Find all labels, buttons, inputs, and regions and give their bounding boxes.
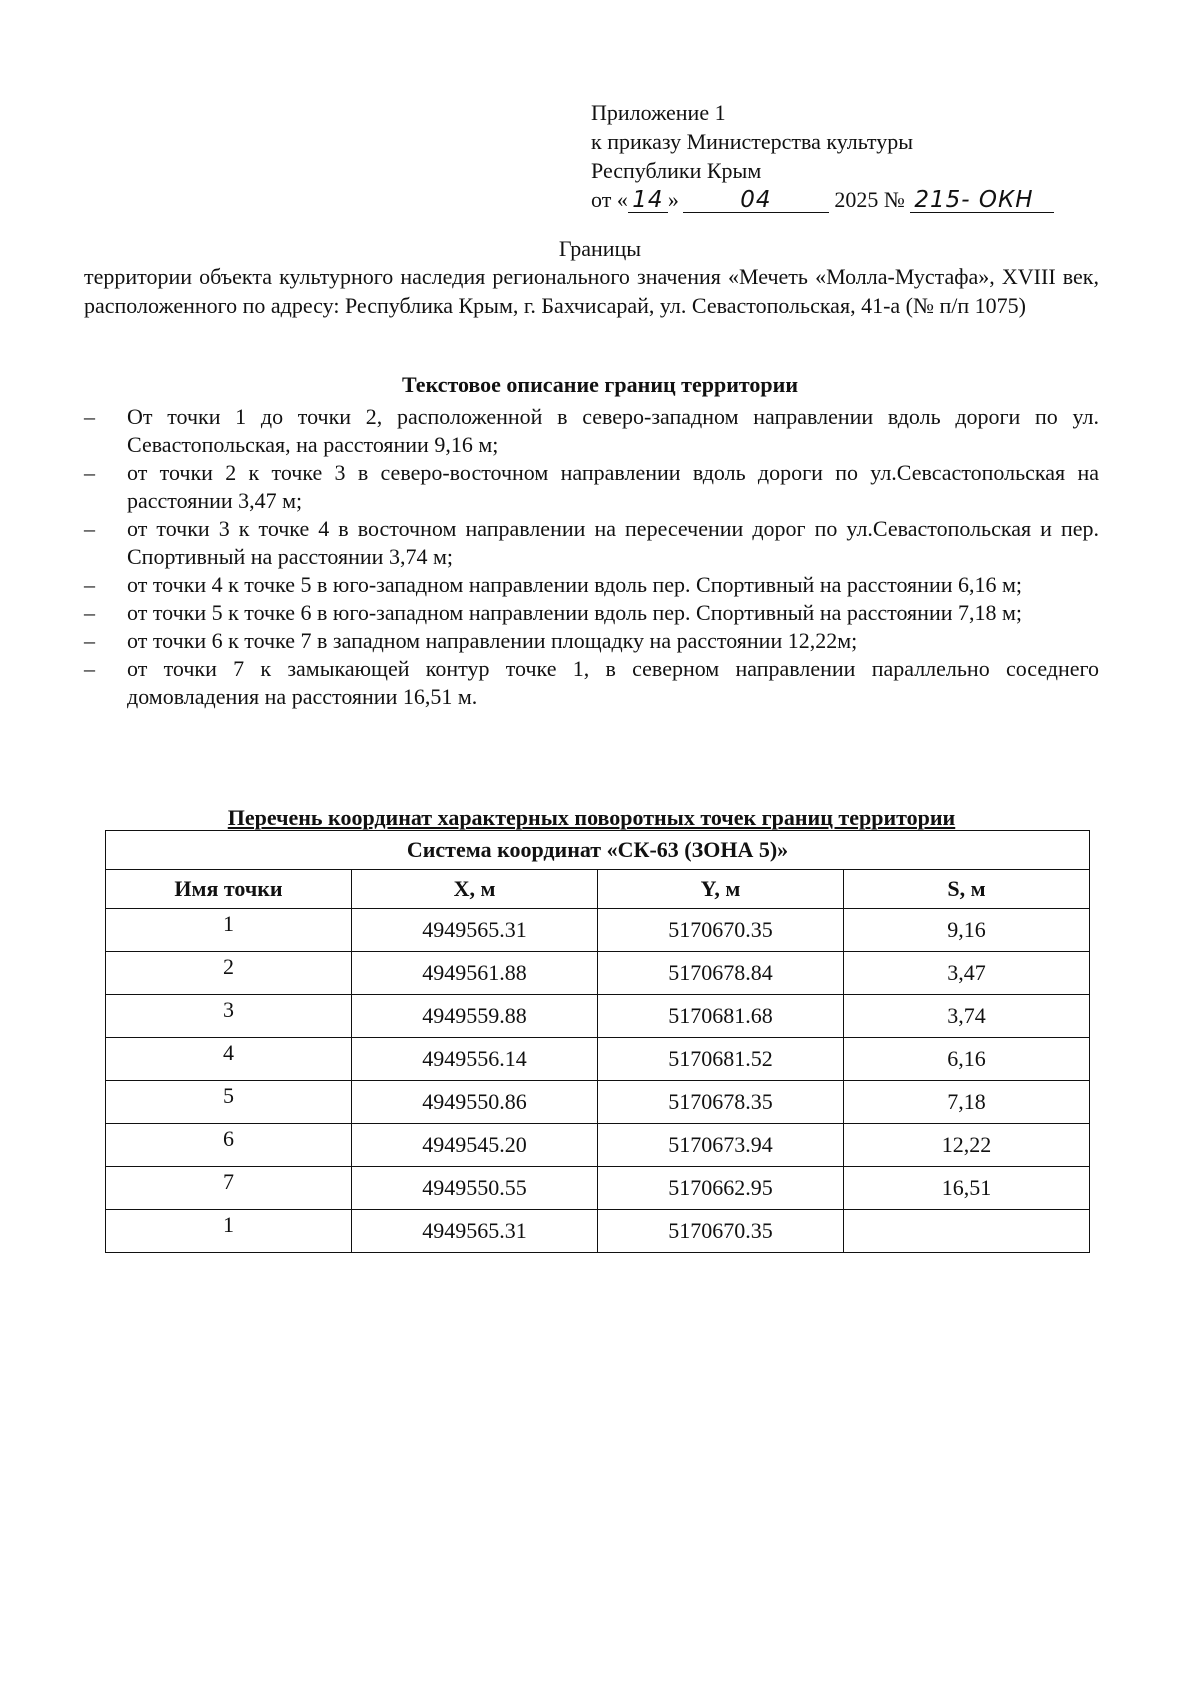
list-item bbox=[84, 655, 1099, 711]
table-row bbox=[106, 1167, 1090, 1210]
header-x: X, м bbox=[352, 870, 598, 909]
list-item bbox=[84, 627, 1099, 655]
cell-x: 4949550.86 bbox=[352, 1081, 598, 1124]
header-s: S, м bbox=[844, 870, 1090, 909]
table-row bbox=[106, 952, 1090, 995]
cell-x: 4949545.20 bbox=[352, 1124, 598, 1167]
list-item bbox=[84, 459, 1099, 515]
appendix-date-line bbox=[591, 185, 1054, 214]
appendix-line-2: к приказу Министерства культуры bbox=[591, 129, 914, 154]
cell-x: 4949561.88 bbox=[352, 952, 598, 995]
document-title: Границы bbox=[558, 236, 642, 261]
table-row bbox=[106, 995, 1090, 1038]
coordinates-table-title: Перечень координат характерных поворотных точек границ территории bbox=[227, 805, 956, 830]
cell-x: 4949565.31 bbox=[352, 909, 598, 952]
cell-point: 1 bbox=[106, 909, 352, 952]
cell-point: 2 bbox=[106, 952, 352, 995]
date-month-field bbox=[683, 188, 829, 213]
cell-point: 4 bbox=[106, 1038, 352, 1081]
table-row bbox=[106, 1124, 1090, 1167]
coordinates-table bbox=[105, 830, 1090, 1253]
handwritten-month: 04 bbox=[740, 187, 772, 213]
cell-s: 9,16 bbox=[844, 909, 1090, 952]
handwritten-order-number: 215- ОКН bbox=[914, 187, 1034, 213]
cell-y: 5170670.35 bbox=[598, 1210, 844, 1253]
cell-x: 4949556.14 bbox=[352, 1038, 598, 1081]
list-item-text: от точки 3 к точке 4 в восточном направлении на пересечении дорог по ул.Севастопольская и пер. Спортивный на расстоянии 3,74 м; bbox=[127, 516, 1099, 569]
cell-s: 3,47 bbox=[844, 952, 1090, 995]
table-row bbox=[106, 1210, 1090, 1253]
dash-bullet: – bbox=[84, 656, 95, 681]
list-item-text: от точки 4 к точке 5 в юго-западном направлении вдоль пер. Спортивный на расстоянии 6,16 м; bbox=[127, 572, 1023, 597]
list-item-text: от точки 6 к точке 7 в западном направлении площадку на расстоянии 12,22м; bbox=[127, 628, 858, 653]
list-item bbox=[84, 403, 1099, 459]
list-item-text: от точки 7 к замыкающей контур точке 1, в северном направлении параллельно соседнего домовладения на расстоянии 16,51 м. bbox=[127, 656, 1099, 709]
cell-s: 7,18 bbox=[844, 1081, 1090, 1124]
cell-x: 4949559.88 bbox=[352, 995, 598, 1038]
date-year-text: 2025 № bbox=[834, 187, 905, 212]
cell-point: 6 bbox=[106, 1124, 352, 1167]
dash-bullet: – bbox=[84, 404, 95, 429]
list-item-text: от точки 2 к точке 3 в северо-восточном направлении вдоль дороги по ул.Севсастопольская на расстоянии 3,47 м; bbox=[127, 460, 1099, 513]
table-row bbox=[106, 909, 1090, 952]
cell-y: 5170681.52 bbox=[598, 1038, 844, 1081]
order-number-field bbox=[910, 188, 1054, 213]
list-item-text: от точки 5 к точке 6 в юго-западном направлении вдоль пер. Спортивный на расстоянии 7,18 м; bbox=[127, 600, 1023, 625]
cell-y: 5170670.35 bbox=[598, 909, 844, 952]
date-day-field bbox=[628, 188, 668, 213]
list-item bbox=[84, 599, 1099, 627]
cell-s: 6,16 bbox=[844, 1038, 1090, 1081]
appendix-block bbox=[591, 98, 1054, 214]
cell-y: 5170678.84 bbox=[598, 952, 844, 995]
cell-point: 5 bbox=[106, 1081, 352, 1124]
header-y: Y, м bbox=[598, 870, 844, 909]
date-mid: » bbox=[667, 187, 679, 212]
cell-y: 5170673.94 bbox=[598, 1124, 844, 1167]
cell-y: 5170681.68 bbox=[598, 995, 844, 1038]
table-row bbox=[106, 1038, 1090, 1081]
cell-point: 1 bbox=[106, 1210, 352, 1253]
dash-bullet: – bbox=[84, 600, 95, 625]
border-description-list bbox=[84, 403, 1099, 711]
cell-y: 5170678.35 bbox=[598, 1081, 844, 1124]
cell-y: 5170662.95 bbox=[598, 1167, 844, 1210]
table-row bbox=[106, 1081, 1090, 1124]
list-item-text: От точки 1 до точки 2, расположенной в северо-западном направлении вдоль дороги по ул. Севастопольская, на расстоянии 9,16 м; bbox=[127, 404, 1099, 457]
list-item bbox=[84, 571, 1099, 599]
cell-s bbox=[844, 1210, 1090, 1253]
dash-bullet: – bbox=[84, 516, 95, 541]
handwritten-day: 14 bbox=[632, 187, 664, 213]
list-item bbox=[84, 515, 1099, 571]
cell-point: 7 bbox=[106, 1167, 352, 1210]
table-header-row bbox=[106, 870, 1090, 909]
object-description: территории объекта культурного наследия регионального значения «Мечеть «Молла-Мустафа», XVIII век, расположенного по адресу: Республика Крым, г. Бахчисарай, ул. Севастопольская, 41-а (№ п/п 1075) bbox=[84, 264, 1099, 318]
cell-s: 12,22 bbox=[844, 1124, 1090, 1167]
dash-bullet: – bbox=[84, 628, 95, 653]
dash-bullet: – bbox=[84, 460, 95, 485]
section-title: Текстовое описание границ территории bbox=[401, 372, 799, 397]
appendix-line-3: Республики Крым bbox=[591, 158, 762, 183]
cell-point: 3 bbox=[106, 995, 352, 1038]
coordinate-system-header: Система координат «СК-63 (ЗОНА 5)» bbox=[106, 831, 1090, 870]
cell-x: 4949550.55 bbox=[352, 1167, 598, 1210]
header-point-name: Имя точки bbox=[106, 870, 352, 909]
appendix-line-1: Приложение 1 bbox=[591, 100, 726, 125]
cell-s: 3,74 bbox=[844, 995, 1090, 1038]
date-prefix: от « bbox=[591, 187, 628, 212]
dash-bullet: – bbox=[84, 572, 95, 597]
cell-x: 4949565.31 bbox=[352, 1210, 598, 1253]
table-system-row bbox=[106, 831, 1090, 870]
cell-s: 16,51 bbox=[844, 1167, 1090, 1210]
